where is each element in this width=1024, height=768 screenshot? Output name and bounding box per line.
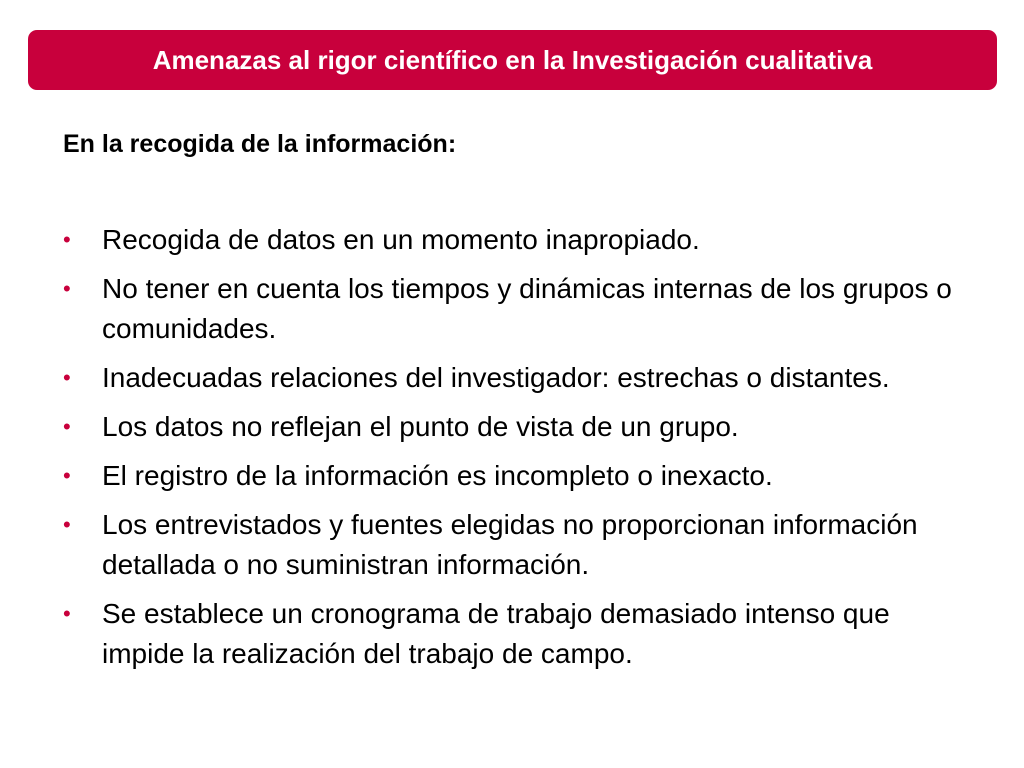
bullet-icon: •	[63, 463, 71, 488]
list-item	[63, 456, 973, 496]
bullet-icon: •	[63, 227, 71, 252]
bullet-icon: •	[63, 365, 71, 390]
bullet-text: Inadecuadas relaciones del investigador: estrechas o distantes.	[102, 362, 890, 393]
bullet-text: Los datos no reflejan el punto de vista de un grupo.	[102, 411, 739, 442]
list-item	[63, 358, 973, 398]
bullet-icon: •	[63, 512, 71, 537]
bullet-list	[63, 220, 973, 683]
bullet-icon: •	[63, 414, 71, 439]
bullet-text: El registro de la información es incompleto o inexacto.	[102, 460, 773, 491]
list-item	[63, 594, 973, 674]
bullet-text: No tener en cuenta los tiempos y dinámicas internas de los grupos o comunidades.	[102, 273, 952, 344]
bullet-text: Recogida de datos en un momento inapropiado.	[102, 224, 700, 255]
slide-title: Amenazas al rigor científico en la Investigación cualitativa	[152, 44, 873, 75]
bullet-text: Los entrevistados y fuentes elegidas no proporcionan información detallada o no suministran información.	[102, 509, 918, 580]
list-item	[63, 407, 973, 447]
title-banner	[28, 30, 997, 90]
list-item	[63, 269, 973, 349]
list-item	[63, 220, 973, 260]
bullet-icon: •	[63, 276, 71, 301]
section-subheading: En la recogida de la información:	[63, 130, 457, 158]
bullet-text: Se establece un cronograma de trabajo demasiado intenso que impide la realización del trabajo de campo.	[102, 598, 890, 669]
bullet-icon: •	[63, 601, 71, 626]
list-item	[63, 505, 973, 585]
